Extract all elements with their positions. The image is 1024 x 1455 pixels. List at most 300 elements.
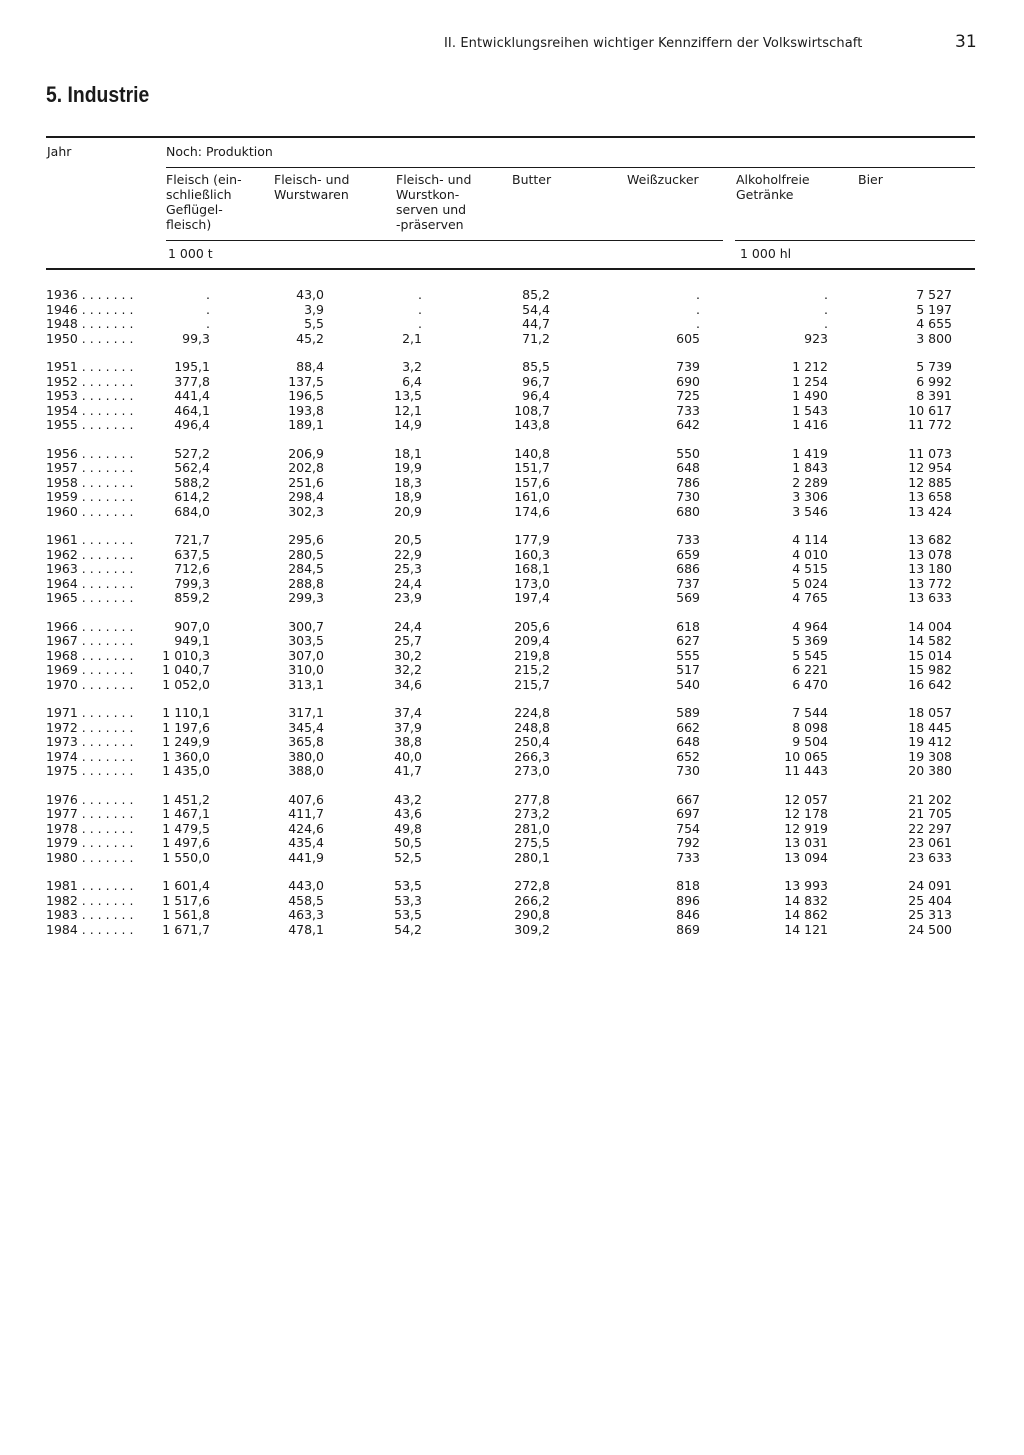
wurstwaren-cell: 435,4: [288, 835, 324, 850]
wurstwaren-cell: 407,6: [288, 791, 324, 807]
wurstwaren-cell: 310,0: [288, 662, 324, 677]
fleisch-cell: .: [206, 316, 210, 331]
konserven-cell: .: [418, 301, 422, 317]
bier-cell: 3 800: [916, 330, 952, 346]
butter-cell: 96,7: [522, 373, 550, 389]
konserven-cell: 54,2: [394, 921, 422, 937]
bier-cell: 22 297: [908, 820, 952, 836]
fleisch-cell: 1 451,2: [162, 791, 210, 807]
page-number: 31: [955, 32, 977, 52]
konserven-cell: 53,5: [394, 907, 422, 922]
wurstwaren-cell: 5,5: [304, 316, 324, 331]
weisszucker-cell: 618: [676, 618, 700, 634]
fleisch-cell: 195,1: [174, 359, 210, 374]
fleisch-cell: 684,0: [174, 503, 210, 519]
wurstwaren-cell: 284,5: [288, 561, 324, 576]
header-bottom-rule: [46, 268, 975, 270]
getraenke-cell: 6 470: [792, 676, 828, 692]
wurstwaren-cell: 193,8: [288, 402, 324, 418]
konserven-cell: 24,4: [394, 618, 422, 634]
weisszucker-cell: 648: [676, 734, 700, 749]
getraenke-cell: .: [824, 301, 828, 317]
getraenke-cell: 12 919: [784, 820, 828, 836]
bier-cell: 25 404: [908, 892, 952, 908]
running-head: II. Entwicklungsreihen wichtiger Kennziffern der Volkswirtschaft: [444, 36, 863, 51]
konserven-cell: 37,4: [394, 705, 422, 720]
year-cell: 1962 . . . . . . .: [46, 547, 134, 562]
bier-cell: 13 633: [908, 590, 952, 605]
butter-cell: 96,4: [522, 388, 550, 403]
getraenke-cell: 4 765: [792, 590, 828, 605]
fleisch-cell: 377,8: [174, 373, 210, 389]
wurstwaren-cell: 411,7: [288, 806, 324, 821]
unit-label-hectoliters: 1 000 hl: [740, 246, 792, 261]
fleisch-cell: 1 561,8: [162, 907, 210, 922]
butter-cell: 168,1: [514, 561, 550, 576]
fleisch-cell: 1 052,0: [162, 676, 210, 692]
konserven-cell: 43,2: [394, 791, 422, 807]
fleisch-cell: 637,5: [174, 546, 210, 562]
wurstwaren-cell: 202,8: [288, 460, 324, 475]
fleisch-cell: 1 497,6: [162, 835, 210, 850]
konserven-cell: 18,9: [394, 489, 422, 504]
weisszucker-cell: 869: [676, 921, 700, 937]
year-cell: 1961 . . . . . . .: [46, 533, 134, 547]
butter-cell: 266,3: [514, 748, 550, 764]
butter-cell: 275,5: [514, 835, 550, 850]
butter-cell: 272,8: [514, 878, 550, 893]
konserven-cell: 12,1: [394, 402, 422, 418]
wurstwaren-cell: 43,0: [296, 287, 324, 302]
fleisch-cell: 799,3: [174, 575, 210, 591]
konserven-cell: 49,8: [394, 820, 422, 836]
konserven-cell: 52,5: [394, 849, 422, 865]
butter-cell: 151,7: [514, 460, 550, 475]
wurstwaren-cell: 206,9: [288, 445, 324, 461]
year-cell: 1956 . . . . . . .: [46, 446, 134, 461]
getraenke-cell: 6 221: [792, 662, 828, 677]
unit-rule-right: [735, 240, 975, 241]
bier-cell: 20 380: [908, 763, 952, 778]
butter-cell: 161,0: [514, 489, 550, 504]
weisszucker-cell: 818: [676, 878, 700, 893]
wurstwaren-cell: 298,4: [288, 489, 324, 504]
butter-cell: 54,4: [522, 301, 550, 317]
group-rule: [166, 167, 975, 168]
weisszucker-cell: 642: [676, 417, 700, 432]
konserven-cell: 20,9: [394, 503, 422, 519]
bier-cell: 10 617: [908, 402, 952, 418]
fleisch-cell: 1 467,1: [162, 806, 210, 821]
top-rule: [46, 136, 975, 138]
weisszucker-cell: 569: [676, 590, 700, 605]
bier-cell: 24 500: [908, 921, 952, 937]
getraenke-cell: 12 178: [784, 806, 828, 821]
konserven-cell: 22,9: [394, 546, 422, 562]
weisszucker-cell: 555: [676, 647, 700, 663]
section-title: 5. Industrie: [46, 82, 150, 107]
getraenke-cell: 5 369: [792, 633, 828, 648]
fleisch-cell: 1 360,0: [162, 748, 210, 764]
bier-cell: 18 057: [908, 705, 952, 720]
weisszucker-cell: 792: [676, 835, 700, 850]
weisszucker-cell: 846: [676, 907, 700, 922]
butter-cell: 143,8: [514, 417, 550, 432]
fleisch-cell: 721,7: [174, 532, 210, 547]
butter-cell: 174,6: [514, 503, 550, 519]
getraenke-cell: 5 545: [792, 647, 828, 663]
weisszucker-cell: 605: [676, 330, 700, 346]
fleisch-cell: 496,4: [174, 417, 210, 432]
fleisch-cell: 99,3: [182, 330, 210, 346]
butter-cell: 248,8: [514, 719, 550, 735]
column-header-alkoholfreie: Alkoholfreie Getränke: [736, 172, 810, 202]
getraenke-cell: 11 443: [784, 763, 828, 778]
weisszucker-cell: .: [696, 316, 700, 331]
bier-cell: 12 954: [908, 460, 952, 475]
column-header-butter: Butter: [512, 172, 552, 187]
konserven-cell: 18,1: [394, 445, 422, 461]
wurstwaren-cell: 280,5: [288, 546, 324, 562]
konserven-cell: 2,1: [402, 330, 422, 346]
weisszucker-cell: 680: [676, 503, 700, 519]
getraenke-cell: 923: [804, 330, 828, 346]
konserven-cell: 6,4: [402, 373, 422, 389]
weisszucker-cell: 754: [676, 820, 700, 836]
year-cell: 1982 . . . . . . .: [46, 893, 134, 908]
wurstwaren-cell: 299,3: [288, 590, 324, 605]
bier-cell: 18 445: [908, 719, 952, 735]
weisszucker-cell: .: [696, 301, 700, 317]
getraenke-cell: 13 031: [784, 835, 828, 850]
bier-cell: 14 582: [908, 633, 952, 648]
getraenke-cell: 2 289: [792, 474, 828, 490]
butter-cell: 85,2: [522, 287, 550, 302]
butter-cell: 85,5: [522, 359, 550, 374]
getraenke-cell: .: [824, 316, 828, 331]
bier-cell: 11 772: [908, 417, 952, 432]
year-cell: 1948 . . . . . . .: [46, 317, 134, 331]
konserven-cell: 53,3: [394, 892, 422, 908]
year-cell: 1946 . . . . . . .: [46, 302, 134, 317]
year-cell: 1970 . . . . . . .: [46, 677, 134, 692]
bier-cell: 23 061: [908, 835, 952, 850]
weisszucker-cell: 690: [676, 373, 700, 389]
year-cell: 1972 . . . . . . .: [46, 720, 134, 735]
getraenke-cell: 13 993: [784, 878, 828, 893]
bier-cell: 19 308: [908, 748, 952, 764]
bier-cell: 25 313: [908, 907, 952, 922]
bier-cell: 5 739: [916, 359, 952, 374]
bier-cell: 19 412: [908, 734, 952, 749]
konserven-cell: 53,5: [394, 878, 422, 893]
year-cell: 1957 . . . . . . .: [46, 461, 134, 475]
wurstwaren-cell: 300,7: [288, 618, 324, 634]
weisszucker-cell: 627: [676, 633, 700, 648]
wurstwaren-cell: 295,6: [288, 532, 324, 547]
wurstwaren-cell: 365,8: [288, 734, 324, 749]
getraenke-cell: 1 212: [792, 359, 828, 374]
wurstwaren-cell: 137,5: [288, 373, 324, 389]
fleisch-cell: 1 040,7: [162, 662, 210, 677]
wurstwaren-cell: 443,0: [288, 878, 324, 893]
weisszucker-cell: 725: [676, 388, 700, 403]
fleisch-cell: 1 671,7: [162, 921, 210, 937]
konserven-cell: 40,0: [394, 748, 422, 764]
weisszucker-cell: 733: [676, 849, 700, 865]
weisszucker-cell: 540: [676, 676, 700, 692]
getraenke-cell: 1 543: [792, 402, 828, 418]
getraenke-cell: 3 546: [792, 503, 828, 519]
weisszucker-cell: 730: [676, 489, 700, 504]
butter-cell: 280,1: [514, 849, 550, 865]
fleisch-cell: 1 010,3: [162, 647, 210, 663]
column-header-fleisch: Fleisch (ein- schließlich Geflügel- fleisch): [166, 172, 242, 232]
konserven-cell: 24,4: [394, 575, 422, 591]
wurstwaren-cell: 302,3: [288, 503, 324, 519]
fleisch-cell: 1 517,6: [162, 892, 210, 908]
year-cell: 1953 . . . . . . .: [46, 389, 134, 403]
butter-cell: 273,0: [514, 763, 550, 778]
column-header-weisszucker: Weißzucker: [627, 172, 699, 187]
butter-cell: 290,8: [514, 907, 550, 922]
fleisch-cell: 949,1: [174, 633, 210, 648]
column-header-fleisch-wurstwaren: Fleisch- und Wurstwaren: [274, 172, 350, 202]
fleisch-cell: 1 110,1: [162, 705, 210, 720]
year-cell: 1963 . . . . . . .: [46, 562, 134, 576]
fleisch-cell: 1 249,9: [162, 734, 210, 749]
year-cell: 1967 . . . . . . .: [46, 634, 134, 648]
konserven-cell: 18,3: [394, 474, 422, 490]
fleisch-cell: 562,4: [174, 460, 210, 475]
year-cell: 1954 . . . . . . .: [46, 403, 134, 418]
getraenke-cell: 9 504: [792, 734, 828, 749]
konserven-cell: 14,9: [394, 417, 422, 432]
butter-cell: 215,7: [514, 676, 550, 692]
bier-cell: 13 658: [908, 489, 952, 504]
bier-cell: 14 004: [908, 618, 952, 634]
getraenke-cell: 4 964: [792, 618, 828, 634]
getraenke-cell: 4 515: [792, 561, 828, 576]
row-header-label: Jahr: [47, 144, 72, 159]
bier-cell: 21 705: [908, 806, 952, 821]
bier-cell: 13 078: [908, 546, 952, 562]
fleisch-cell: 1 197,6: [162, 719, 210, 735]
getraenke-cell: 4 114: [792, 532, 828, 547]
year-cell: 1959 . . . . . . .: [46, 490, 134, 504]
year-cell: 1984 . . . . . . .: [46, 922, 134, 937]
weisszucker-cell: 737: [676, 575, 700, 591]
getraenke-cell: 1 490: [792, 388, 828, 403]
wurstwaren-cell: 251,6: [288, 474, 324, 490]
wurstwaren-cell: 3,9: [304, 301, 324, 317]
getraenke-cell: 1 416: [792, 417, 828, 432]
fleisch-cell: 1 479,5: [162, 820, 210, 836]
butter-cell: 177,9: [514, 532, 550, 547]
butter-cell: 219,8: [514, 647, 550, 663]
getraenke-cell: 8 098: [792, 719, 828, 735]
butter-cell: 197,4: [514, 590, 550, 605]
butter-cell: 71,2: [522, 330, 550, 346]
fleisch-cell: 1 601,4: [162, 878, 210, 893]
weisszucker-cell: 739: [676, 359, 700, 374]
konserven-cell: 19,9: [394, 460, 422, 475]
year-cell: 1979 . . . . . . .: [46, 836, 134, 850]
konserven-cell: 50,5: [394, 835, 422, 850]
getraenke-cell: .: [824, 287, 828, 302]
bier-cell: 8 391: [916, 388, 952, 403]
konserven-cell: 3,2: [402, 359, 422, 374]
butter-cell: 140,8: [514, 445, 550, 461]
fleisch-cell: 712,6: [174, 561, 210, 576]
year-cell: 1971 . . . . . . .: [46, 706, 134, 720]
fleisch-cell: 1 550,0: [162, 849, 210, 865]
butter-cell: 309,2: [514, 921, 550, 937]
konserven-cell: 20,5: [394, 532, 422, 547]
butter-cell: 266,2: [514, 892, 550, 908]
getraenke-cell: 7 544: [792, 705, 828, 720]
butter-cell: 44,7: [522, 316, 550, 331]
konserven-cell: 34,6: [394, 676, 422, 692]
konserven-cell: 30,2: [394, 647, 422, 663]
wurstwaren-cell: 317,1: [288, 705, 324, 720]
weisszucker-cell: 733: [676, 532, 700, 547]
fleisch-cell: 588,2: [174, 474, 210, 490]
weisszucker-cell: 686: [676, 561, 700, 576]
unit-rule-left: [166, 240, 723, 241]
butter-cell: 108,7: [514, 402, 550, 418]
year-cell: 1950 . . . . . . .: [46, 331, 134, 346]
year-cell: 1983 . . . . . . .: [46, 908, 134, 922]
fleisch-cell: 907,0: [174, 618, 210, 634]
wurstwaren-cell: 380,0: [288, 748, 324, 764]
bier-cell: 15 014: [908, 647, 952, 663]
weisszucker-cell: 667: [676, 791, 700, 807]
wurstwaren-cell: 88,4: [296, 359, 324, 374]
weisszucker-cell: 659: [676, 546, 700, 562]
year-cell: 1936 . . . . . . .: [46, 288, 134, 302]
getraenke-cell: 4 010: [792, 546, 828, 562]
getraenke-cell: 10 065: [784, 748, 828, 764]
konserven-cell: .: [418, 316, 422, 331]
bier-cell: 24 091: [908, 878, 952, 893]
year-cell: 1974 . . . . . . .: [46, 749, 134, 764]
fleisch-cell: .: [206, 287, 210, 302]
bier-cell: 23 633: [908, 849, 952, 865]
year-cell: 1980 . . . . . . .: [46, 850, 134, 865]
wurstwaren-cell: 441,9: [288, 849, 324, 865]
weisszucker-cell: 589: [676, 705, 700, 720]
konserven-cell: 23,9: [394, 590, 422, 605]
bier-cell: 13 772: [908, 575, 952, 591]
wurstwaren-cell: 196,5: [288, 388, 324, 403]
butter-cell: 157,6: [514, 474, 550, 490]
year-cell: 1958 . . . . . . .: [46, 475, 134, 490]
bier-cell: 13 424: [908, 503, 952, 519]
year-cell: 1968 . . . . . . .: [46, 648, 134, 663]
konserven-cell: 41,7: [394, 763, 422, 778]
wurstwaren-cell: 313,1: [288, 676, 324, 692]
konserven-cell: 25,3: [394, 561, 422, 576]
weisszucker-cell: 550: [676, 445, 700, 461]
butter-cell: 277,8: [514, 791, 550, 807]
year-cell: 1955 . . . . . . .: [46, 418, 134, 432]
butter-cell: 250,4: [514, 734, 550, 749]
getraenke-cell: 13 094: [784, 849, 828, 865]
year-cell: 1976 . . . . . . .: [46, 792, 134, 807]
year-cell: 1978 . . . . . . .: [46, 821, 134, 836]
year-cell: 1951 . . . . . . .: [46, 360, 134, 374]
fleisch-cell: 859,2: [174, 590, 210, 605]
fleisch-cell: 614,2: [174, 489, 210, 504]
year-cell: 1977 . . . . . . .: [46, 807, 134, 821]
konserven-cell: 13,5: [394, 388, 422, 403]
getraenke-cell: 1 254: [792, 373, 828, 389]
butter-cell: 273,2: [514, 806, 550, 821]
year-cell: 1975 . . . . . . .: [46, 764, 134, 778]
weisszucker-cell: 730: [676, 763, 700, 778]
wurstwaren-cell: 424,6: [288, 820, 324, 836]
weisszucker-cell: 662: [676, 719, 700, 735]
wurstwaren-cell: 189,1: [288, 417, 324, 432]
butter-cell: 209,4: [514, 633, 550, 648]
konserven-cell: 43,6: [394, 806, 422, 821]
butter-cell: 160,3: [514, 546, 550, 562]
wurstwaren-cell: 463,3: [288, 907, 324, 922]
weisszucker-cell: 697: [676, 806, 700, 821]
fleisch-cell: 527,2: [174, 445, 210, 461]
bier-cell: 12 885: [908, 474, 952, 490]
group-header-label: Noch: Produktion: [166, 144, 273, 159]
weisszucker-cell: 896: [676, 892, 700, 908]
weisszucker-cell: 733: [676, 402, 700, 418]
bier-cell: 21 202: [908, 791, 952, 807]
year-cell: 1965 . . . . . . .: [46, 591, 134, 605]
column-header-bier: Bier: [858, 172, 883, 187]
getraenke-cell: 14 121: [784, 921, 828, 937]
getraenke-cell: 12 057: [784, 791, 828, 807]
wurstwaren-cell: 478,1: [288, 921, 324, 937]
wurstwaren-cell: 388,0: [288, 763, 324, 778]
butter-cell: 215,2: [514, 662, 550, 677]
year-cell: 1973 . . . . . . .: [46, 735, 134, 749]
weisszucker-cell: 652: [676, 748, 700, 764]
bier-cell: 6 992: [916, 373, 952, 389]
bier-cell: 11 073: [908, 445, 952, 461]
wurstwaren-cell: 458,5: [288, 892, 324, 908]
konserven-cell: 38,8: [394, 734, 422, 749]
butter-cell: 281,0: [514, 820, 550, 836]
getraenke-cell: 1 419: [792, 445, 828, 461]
bier-cell: 15 982: [908, 662, 952, 677]
getraenke-cell: 3 306: [792, 489, 828, 504]
year-cell: 1964 . . . . . . .: [46, 576, 134, 591]
butter-cell: 224,8: [514, 705, 550, 720]
weisszucker-cell: 517: [676, 662, 700, 677]
weisszucker-cell: .: [696, 287, 700, 302]
getraenke-cell: 5 024: [792, 575, 828, 591]
year-cell: 1966 . . . . . . .: [46, 619, 134, 634]
weisszucker-cell: 648: [676, 460, 700, 475]
bier-cell: 13 682: [908, 532, 952, 547]
getraenke-cell: 14 832: [784, 892, 828, 908]
column-header-konserven: Fleisch- und Wurstkon- serven und -präserven: [396, 172, 472, 232]
fleisch-cell: .: [206, 301, 210, 317]
wurstwaren-cell: 303,5: [288, 633, 324, 648]
bier-cell: 7 527: [916, 287, 952, 302]
unit-label-tons: 1 000 t: [168, 246, 213, 261]
year-cell: 1952 . . . . . . .: [46, 374, 134, 389]
